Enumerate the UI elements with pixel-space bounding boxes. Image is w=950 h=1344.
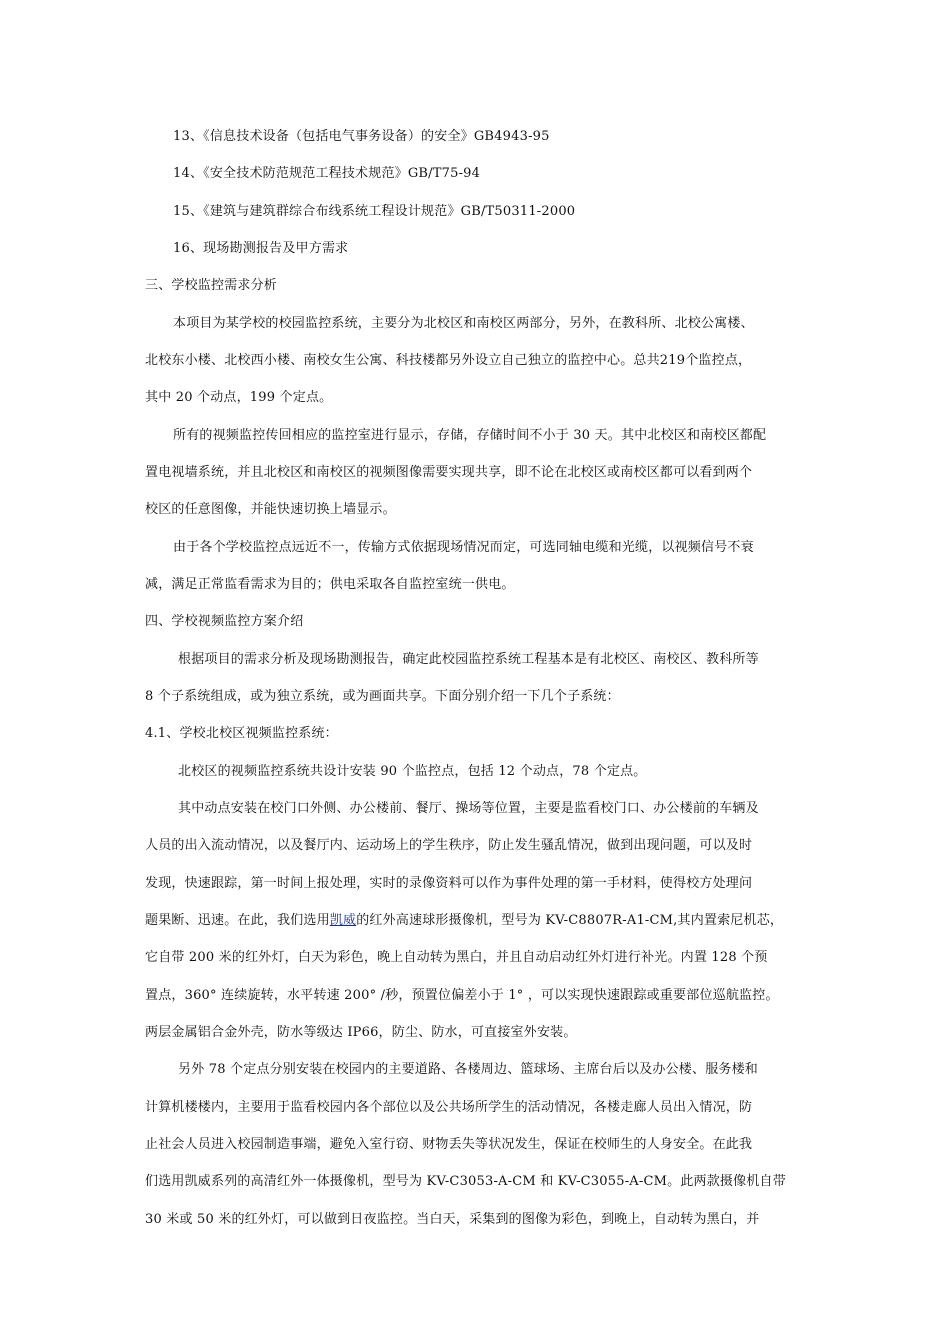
subsection-4-1-heading: 4.1、学校北校区视频监控系统： (145, 726, 338, 741)
section-4-p4-line5: 30 米或 50 米的红外灯，可以做到日夜监控。当白天，采集到的图像为彩色，到晚上，自动转为黑白，并 (145, 1212, 760, 1227)
section-3-heading: 三、学校监控需求分析 (145, 278, 278, 293)
reference-13: 13、《信息技术设备（包括电气事务设备）的安全》GB4943-95 (173, 129, 550, 144)
section-4-p2: 北校区的视频监控系统共设计安装 90 个监控点，包括 12 个动点，78 个定点。 (178, 764, 647, 779)
section-4-p3-line3: 发现，快速跟踪，第一时间上报处理，实时的录像资料可以作为事件处理的第一手材料，使得校方处理问 (145, 876, 753, 891)
section-4-p3-line7: 两层金属铝合金外壳，防水等级达 IP66，防尘、防水，可直接室外安装。 (145, 1025, 577, 1040)
section-3-p1-line2: 北校东小楼、北校西小楼、南校女生公寓、科技楼都另外设立自己独立的监控中心。总共219个监控点， (145, 353, 752, 368)
section-4-p4-line1: 另外 78 个定点分别安装在校园内的主要道路、各楼周边、篮球场、主席台后以及办公楼、服务楼和 (178, 1062, 759, 1077)
reference-14: 14、《安全技术防范规范工程技术规范》GB/T75-94 (173, 166, 481, 181)
section-4-p1-line1: 根据项目的需求分析及现场勘测报告，确定此校园监控系统工程基本是有北校区、南校区、教科所等 (178, 652, 759, 667)
section-3-p3-line1: 由于各个学校监控点远近不一，传输方式依据现场情况而定，可选同轴电缆和光缆，以视频信号不衰 (173, 540, 754, 555)
section-3-p1-line1: 本项目为某学校的校园监控系统，主要分为北校区和南校区两部分，另外，在教科所、北校公寓楼、 (173, 316, 754, 331)
line4-text-after: 的红外高速球形摄像机，型号为 KV-C8807R-A1-CM,其内置索尼机芯， (356, 913, 784, 928)
section-4-p4-line4: 们选用凯威系列的高清红外一体摄像机，型号为 KV-C3053-A-CM 和 KV-C3055-A-CM。此两款摄像机自带 (145, 1174, 786, 1189)
section-4-heading: 四、学校视频监控方案介绍 (145, 614, 304, 629)
section-4-p4-line3: 止社会人员进入校园制造事端，避免入室行窃、财物丢失等状况发生，保证在校师生的人身安全。在此我 (145, 1137, 753, 1152)
section-4-p3-line1: 其中动点安装在校门口外侧、办公楼前、餐厅、操场等位置，主要是监看校门口、办公楼前的车辆及 (178, 801, 759, 816)
reference-16: 16、现场勘测报告及甲方需求 (173, 241, 349, 256)
section-4-p4-line2: 计算机楼楼内，主要用于监看校园内各个部位以及公共场所学生的活动情况，各楼走廊人员出入情况，防 (145, 1100, 753, 1115)
reference-15: 15、《建筑与建筑群综合布线系统工程设计规范》GB/T50311-2000 (173, 204, 576, 219)
section-4-p3-line6: 置点，360° 连续旋转，水平转速 200° /秒，预置位偏差小于 1° ，可以实现快速跟踪或重要部位巡航监控。 (145, 988, 779, 1003)
brand-link[interactable]: 凯威 (329, 913, 357, 928)
section-3-p2-line1: 所有的视频监控传回相应的监控室进行显示，存储，存储时间不小于 30 天。其中北校区和南校区都配 (173, 428, 767, 443)
section-4-p3-line5: 它自带 200 米的红外灯，白天为彩色，晚上自动转为黑白，并且自动启动红外灯进行补光。内置 128 个预 (145, 950, 768, 965)
line4-text-before: 题果断、迅速。在此，我们选用 (145, 913, 330, 928)
section-3-p3-line2: 减，满足正常监看需求为目的；供电采取各自监控室统一供电。 (145, 577, 515, 592)
section-3-p1-line3: 其中 20 个动点，199 个定点。 (145, 390, 333, 405)
section-4-p1-line2: 8 个子系统组成，或为独立系统，或为画面共享。下面分别介绍一下几个子系统： (145, 689, 620, 704)
section-3-p2-line2: 置电视墙系统，并且北校区和南校区的视频图像需要实现共享，即不论在北校区或南校区都可以看到两个 (145, 465, 753, 480)
section-4-p3-line4 (145, 912, 783, 930)
section-3-p2-line3: 校区的任意图像，并能快速切换上墙显示。 (145, 502, 396, 517)
section-4-p3-line2: 人员的出入流动情况，以及餐厅内、运动场上的学生秩序，防止发生骚乱情况，做到出现问题，可以及时 (145, 838, 753, 853)
